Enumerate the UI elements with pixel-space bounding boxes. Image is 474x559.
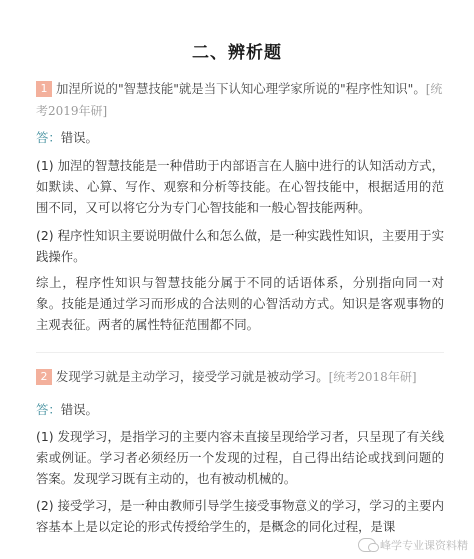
- answer-1-paragraph-3: 综上，程序性知识与智慧技能分属于不同的话语体系，分别指向同一对象。技能是通过学习而形成的合法则的心智活动方式。知识是客观事物的主观表征。两者的属性特征范围都不同。: [36, 275, 444, 332]
- question-number-badge: 2: [36, 369, 52, 385]
- answer-2-paragraph-1: (1) 发现学习，是指学习的主要内容未直接呈现给学习者，只呈现了有关线索或例证。学习者必须经历一个发现的过程，自己得出结论或找到问题的答案。发现学习既有主动的，也有被动机械的。: [36, 429, 444, 486]
- answer-1: [36, 128, 98, 146]
- answer-1-paragraph-2: (2) 程序性知识主要说明做什么和怎么做，是一种实践性知识，主要用于实践操作。: [36, 228, 444, 264]
- wechat-icon: [358, 538, 376, 552]
- answer-2: [36, 400, 98, 418]
- question-text: 加涅所说的"智慧技能"就是当下认知心理学家所说的"程序性知识"。: [56, 81, 426, 96]
- answer-1-paragraph-1: (1) 加涅的智慧技能是一种借助于内部语言在人脑中进行的认知活动方式，如默读、心算、写作、观察和分析等技能。在心智技能中，根据适用的范围不同，又可以将它分为专门心智技能和一般心智技能两种。: [36, 158, 444, 215]
- answer-2-paragraph-2: (2) 接受学习，是一种由教师引导学生接受事物意义的学习，学习的主要内容基本上是以定论的形式传授给学生的，是概念的同化过程，是课: [36, 498, 444, 534]
- answer-verdict: 错误。: [60, 130, 98, 145]
- question-1: [36, 78, 446, 122]
- section-title: 二、辨析题: [192, 43, 282, 63]
- question-source: [统考2019年研]: [36, 82, 443, 118]
- watermark-text: 峰学专业课资料精: [380, 539, 468, 552]
- question-text: 发现学习就是主动学习，接受学习就是被动学习。: [56, 369, 329, 384]
- question-source: [统考2018年研]: [328, 370, 417, 384]
- answer-label: 答：: [36, 402, 61, 417]
- question-number-badge: 1: [36, 81, 52, 97]
- answer-label: 答：: [36, 130, 61, 145]
- divider: [36, 352, 444, 353]
- answer-verdict: 错误。: [60, 402, 98, 417]
- question-2: [36, 366, 446, 388]
- watermark: [358, 537, 468, 553]
